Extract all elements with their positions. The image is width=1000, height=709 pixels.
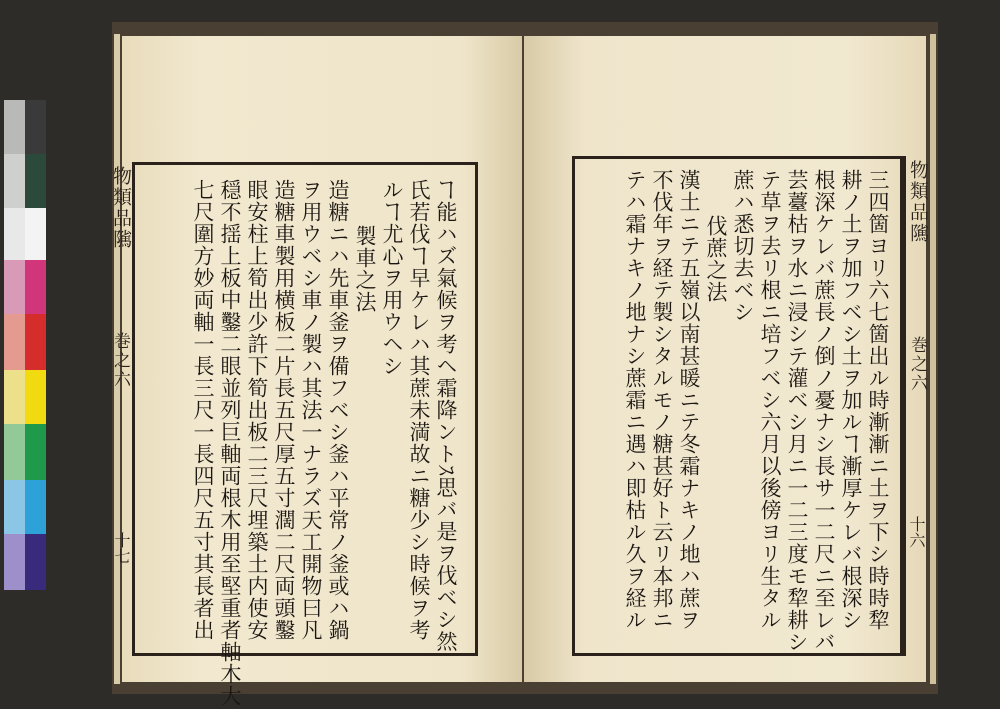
text-line: ヲ用ウベシ車ノ製ハ其法一ナラズ天工開物曰凡 xyxy=(299,179,323,641)
open-book xyxy=(110,22,938,707)
text-line: 不伐年ヲ経テ製シタルモノ糖甚好ト云リ本邦ニ xyxy=(650,169,674,631)
text-line: 芸薹枯ヲ水ニ浸シテ灌ベシ月ニ一二三度モ犂耕シ xyxy=(785,169,809,653)
text-line: 漢土ニテ五嶺以南甚暖ニテ冬霜ナキノ地ハ蔗ヲ xyxy=(677,169,701,631)
left-spine-volume: 巻之六 xyxy=(110,332,130,389)
text-line: 根深ケレバ蔗長ノ倒ノ憂ナシ長サ一二尺ニ至レバ xyxy=(812,169,836,653)
right-text-frame xyxy=(572,156,906,656)
text-line: 七尺圍方妙両軸一長三尺一長四尺五寸其長者出 xyxy=(191,179,215,641)
right-spine-title: 物類品隲 xyxy=(907,160,929,244)
text-line: テ草ヲ去リ根ニ培フベシ六月以後傍ヨリ生タル xyxy=(758,169,782,631)
right-page-edges xyxy=(930,34,936,684)
text-line: 三四箇ヨリ六七箇出ル時漸漸ニ土ヲ下シ時時犂 xyxy=(866,169,890,631)
text-line: 耕ノ土ヲ加フベシ土ヲ加ルヿ漸厚ケレバ根深シ xyxy=(839,169,863,631)
text-line: 造糖ニハ先車釜ヲ備フベシ釜ハ平常ノ釜或ハ鍋 xyxy=(326,179,350,641)
section-heading: 製車之法 xyxy=(353,225,377,314)
text-line: 穏不揺上板中鑿二眼並列巨軸両根木用至堅重者軸木大 xyxy=(218,179,242,707)
right-folio: 十六 xyxy=(907,516,926,548)
text-line: テハ霜ナキノ地ナシ蔗霜ニ遇ハ即枯ル久ヲ経ル xyxy=(623,169,647,631)
color-calibration-strip xyxy=(4,100,46,590)
left-folio: 十七 xyxy=(112,532,131,564)
right-spine-column xyxy=(900,156,929,656)
right-spine-volume: 巻之六 xyxy=(907,336,927,393)
text-line: 造糖車製用横板二片長五尺厚五寸濶二尺両頭鑿 xyxy=(272,179,296,641)
left-page-text xyxy=(147,179,459,707)
text-line: 氏若伐ヿ早ケレハ其蔗未満故ニ糖少シ時候ヲ考 xyxy=(407,179,431,641)
text-line: ヿ能ハズ氣候ヲ考ヘ霜降ントｽ思バ是ヲ伐ベシ然 xyxy=(434,179,458,653)
text-line: ルヿ尤心ヲ用ウヘシ xyxy=(380,179,404,377)
section-heading: 伐蔗之法 xyxy=(704,215,728,304)
left-text-frame xyxy=(132,162,478,707)
text-line: 眼安柱上筍出少許下筍出板二三尺埋築土内使安 xyxy=(245,179,269,641)
right-page-text xyxy=(581,169,891,653)
left-spine-title: 物類品隲 xyxy=(110,166,132,250)
left-spine-column xyxy=(110,162,135,656)
left-page xyxy=(110,36,522,707)
text-line: 蔗ハ悉切去ベシ xyxy=(731,169,755,323)
right-page xyxy=(524,36,929,682)
